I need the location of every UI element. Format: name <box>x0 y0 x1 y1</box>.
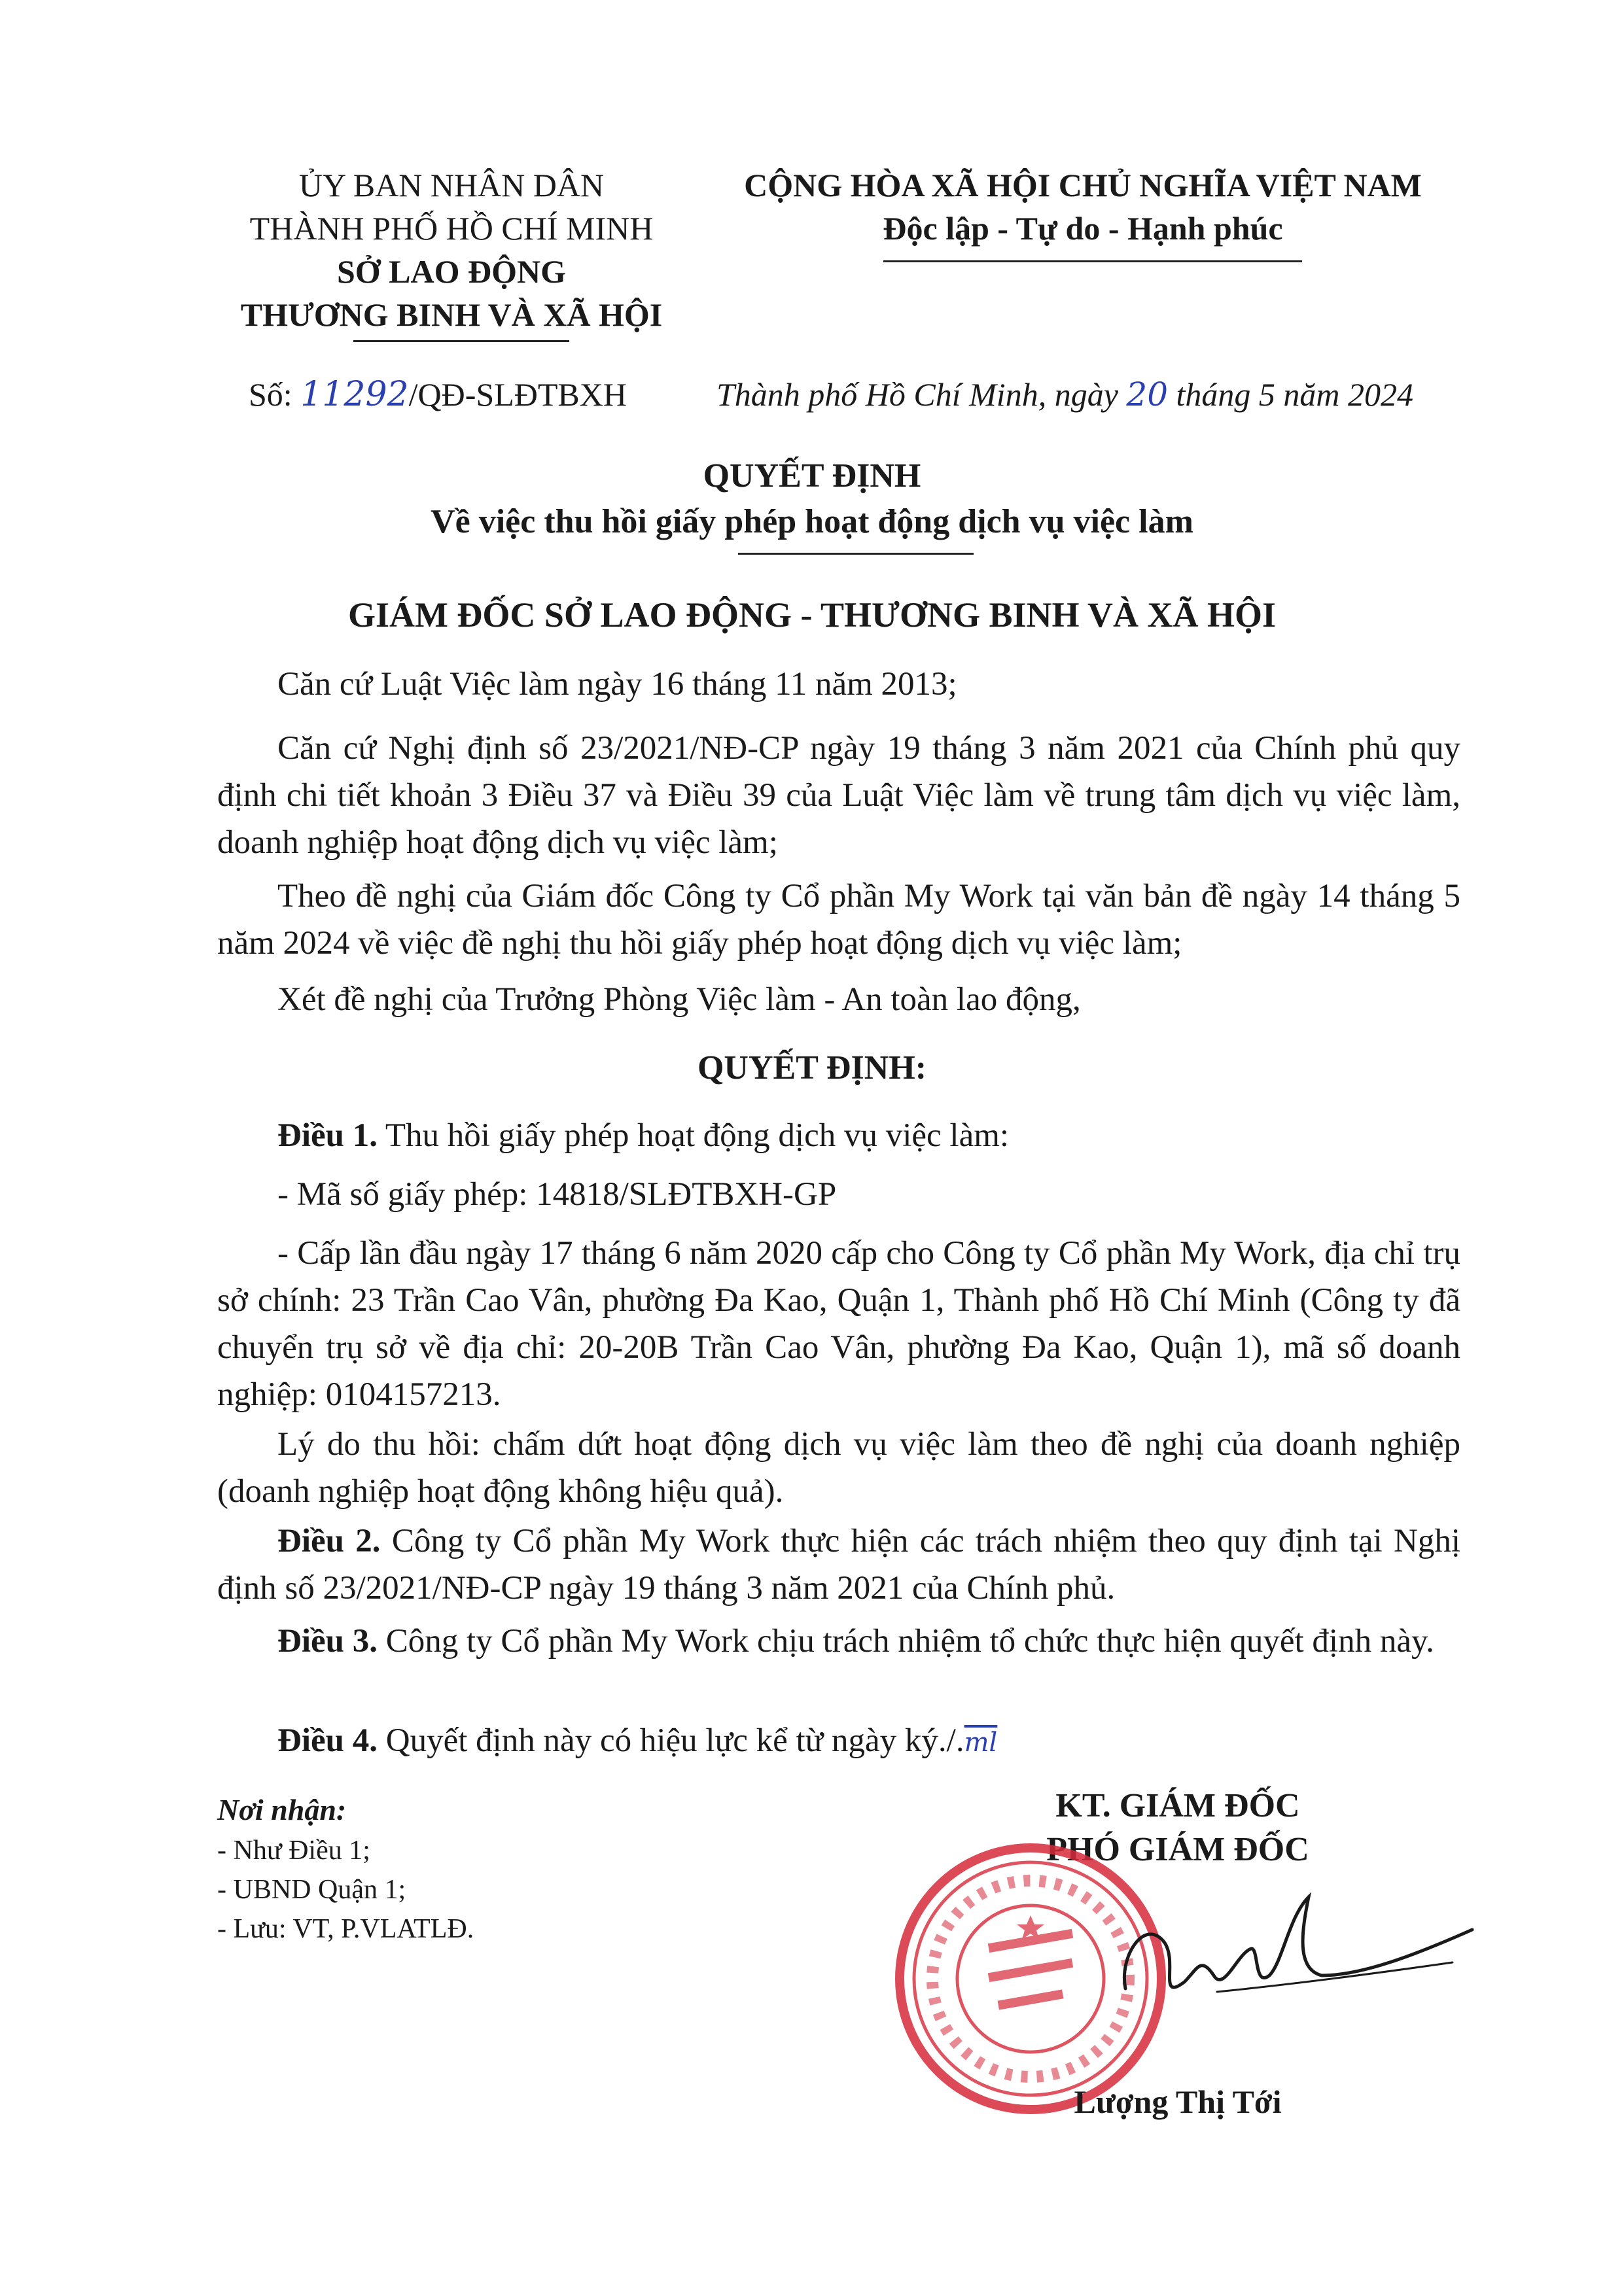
article-1-label: Điều 1. <box>277 1117 378 1154</box>
document-title: QUYẾT ĐỊNH <box>703 457 921 495</box>
recipient-3: - Lưu: VT, P.VLATLĐ. <box>217 1914 474 1944</box>
national-title: CỘNG HÒA XÃ HỘI CHỦ NGHĨA VIỆT NAM <box>744 167 1422 203</box>
document-date <box>716 373 1413 416</box>
number-suffix: /QĐ-SLĐTBXH <box>408 376 627 413</box>
article-4 <box>217 1717 1460 1766</box>
org-name-line1: SỞ LAO ĐỘNG <box>336 253 567 290</box>
article-3-label: Điều 3. <box>277 1623 378 1660</box>
article-2-text: Công ty Cổ phần My Work thực hiện các trách nhiệm theo quy định tại Nghị định số 23/2021/NĐ-CP ngày 19 tháng 3 năm 2021 của Chính phủ. <box>217 1523 1461 1607</box>
number-handwritten: 11292 <box>300 375 409 414</box>
document-subtitle: Về việc thu hồi giấy phép hoạt động dịch vụ việc làm <box>431 503 1193 540</box>
national-motto: Độc lập - Tự do - Hạnh phúc <box>883 210 1283 247</box>
header-right <box>720 164 1446 250</box>
date-before: Thành phố Hồ Chí Minh, ngày <box>716 376 1118 413</box>
recipient-2: - UBND Quận 1; <box>217 1875 406 1905</box>
article-4-text: Quyết định này có hiệu lực kể từ ngày ký./. <box>378 1722 964 1759</box>
article-1-reason: Lý do thu hồi: chấm dứt hoạt động dịch vụ việc làm theo đề nghị của doanh nghiệp (doanh nghiệp hoạt động không hiệu quả). <box>217 1426 1460 1510</box>
number-prefix: Số: <box>249 376 292 413</box>
article-1-license: - Mã số giấy phép: 14818/SLĐTBXH-GP <box>277 1176 837 1213</box>
authority-heading: GIÁM ĐỐC SỞ LAO ĐỘNG - THƯƠNG BINH VÀ XÃ HỘI <box>347 595 1277 635</box>
org-name-line2: THƯƠNG BINH VÀ XÃ HỘI <box>240 296 663 333</box>
article-1-text: Thu hồi giấy phép hoạt động dịch vụ việc làm: <box>378 1117 1010 1154</box>
article-2-label: Điều 2. <box>277 1523 381 1559</box>
article-3 <box>217 1618 1460 1665</box>
article-3-text: Công ty Cổ phần My Work chịu trách nhiệm tổ chức thực hiện quyết định này. <box>378 1623 1434 1660</box>
preamble-4: Xét đề nghị của Trưởng Phòng Việc làm - An toàn lao động, <box>277 981 1081 1018</box>
preamble-2: Căn cứ Nghị định số 23/2021/NĐ-CP ngày 19 tháng 3 năm 2021 của Chính phủ quy định chi tiết khoản 3 Điều 37 và Điều 39 của Luật Việc làm về trung tâm dịch vụ việc làm, doanh nghiệp hoạt động dịch vụ việc làm; <box>217 730 1460 861</box>
subtitle-rule <box>738 553 974 555</box>
signature-mark-icon <box>1086 1877 1479 2028</box>
header-right-rule <box>883 260 1302 262</box>
org-parent-line1: ỦY BAN NHÂN DÂN <box>298 167 605 203</box>
recipients <box>217 1789 474 1949</box>
signer-name: Lượng Thị Tới <box>1074 2083 1282 2120</box>
document-number <box>249 373 627 416</box>
signature-title-1: KT. GIÁM ĐỐC <box>1055 1787 1300 1824</box>
date-after: tháng 5 năm 2024 <box>1176 376 1414 413</box>
preamble-3: Theo đề nghị của Giám đốc Công ty Cổ phần My Work tại văn bản đề ngày 14 tháng 5 năm 2024 về việc đề nghị thu hồi giấy phép hoạt động dịch vụ việc làm; <box>217 878 1460 962</box>
recipient-1: - Như Điều 1; <box>217 1835 370 1866</box>
article-4-label: Điều 4. <box>277 1722 378 1759</box>
org-parent-line2: THÀNH PHỐ HỒ CHÍ MINH <box>249 210 654 247</box>
article-1-issue: - Cấp lần đầu ngày 17 tháng 6 năm 2020 cấp cho Công ty Cổ phần My Work, địa chỉ trụ sở chính: 23 Trần Cao Vân, phường Đa Kao, Quận 1, Thành phố Hồ Chí Minh (Công ty đã chuyển trụ sở về địa chỉ: 20-20B Trần Cao Vân, phường Đa Kao, Quận 1), mã số doanh nghiệp: 0104157213. <box>217 1235 1460 1413</box>
recipients-heading: Nơi nhận: <box>217 1793 347 1826</box>
article-2 <box>217 1518 1460 1612</box>
header-left-rule <box>353 340 569 342</box>
header-left <box>190 164 713 336</box>
signature-title-2: PHÓ GIÁM ĐỐC <box>1046 1831 1309 1868</box>
article-1 <box>217 1112 1460 1159</box>
decision-heading: QUYẾT ĐỊNH: <box>697 1049 927 1087</box>
preamble-1: Căn cứ Luật Việc làm ngày 16 tháng 11 năm 2013; <box>277 666 957 703</box>
article-4-initial: $\overline{ml}$ <box>964 1728 998 1758</box>
date-day-handwritten: 20 <box>1126 375 1169 413</box>
